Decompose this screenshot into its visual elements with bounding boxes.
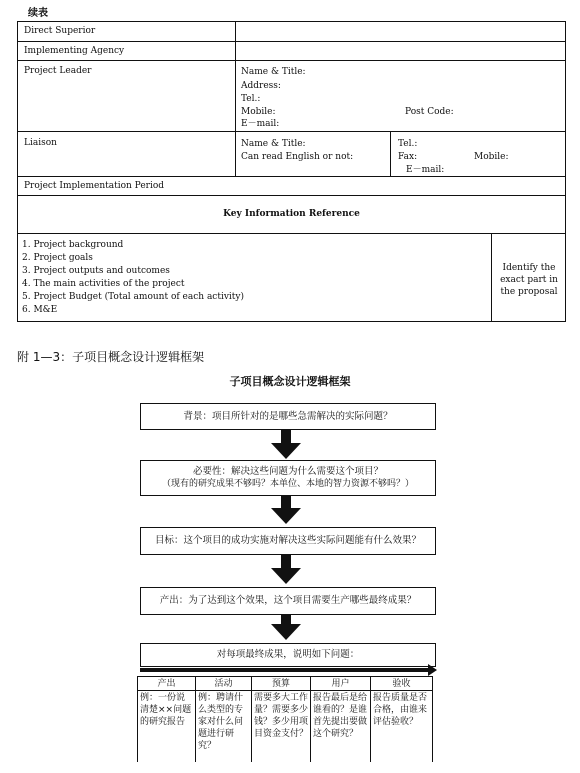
item-6: 6. M&E (22, 305, 58, 315)
implementation-period-label: Project Implementation Period (24, 181, 165, 191)
leader-email: E－mail: (241, 119, 280, 129)
col-header-user: 用户 (331, 679, 350, 689)
cell-output: 例：一份说清楚××问题的研究报告 (140, 693, 192, 727)
output-text: 产出：为了达到这个效果，这个项目需要生产哪些最终成果？ (159, 595, 417, 606)
leader-post-code: Post Code: (405, 107, 454, 117)
leader-name-title: Name & Title: (241, 67, 306, 77)
necessity-box (140, 460, 436, 496)
leader-tel: Tel.: (241, 94, 261, 104)
leader-mobile: Mobile: (241, 107, 276, 117)
item-2: 2. Project goals (22, 253, 93, 263)
goal-box (140, 527, 436, 555)
necessity-text-2: （现有的研究成果不够吗？本单位、本地的智力资源不够吗？） (161, 479, 414, 489)
results-box (140, 643, 436, 667)
cell-budget: 需要多大工作量？需要多少钱？多少用项目资金支付？ (254, 693, 309, 739)
key-info-heading: Key Information Reference (223, 209, 360, 219)
output-box (140, 587, 436, 615)
col-header-acceptance: 验收 (392, 679, 411, 689)
item-1: 1. Project background (22, 240, 124, 250)
item-4: 4. The main activities of the project (22, 279, 185, 289)
cell-activity: 例：聘请什么类型的专家对什么问题进行研究？ (198, 693, 244, 751)
liaison-english: Can read English or not: (241, 152, 354, 162)
cell-user: 报告最后是给谁看的？是谁首先提出要做这个研究？ (313, 693, 368, 739)
col-header-activity: 活动 (214, 679, 233, 689)
implementing-agency-label: Implementing Agency (24, 46, 125, 56)
item-3: 3. Project outputs and outcomes (22, 266, 170, 276)
direct-superior-label: Direct Superior (24, 26, 96, 36)
necessity-text-1: 必要性：解决这些问题为什么需要这个项目？ (192, 466, 383, 477)
liaison-name-title: Name & Title: (241, 139, 306, 149)
col-header-output: 产出 (157, 679, 176, 689)
identify-note: Identify the exact part in the proposal (500, 263, 558, 297)
leader-address: Address: (241, 81, 281, 91)
item-5: 5. Project Budget (Total amount of each activity) (22, 292, 245, 302)
liaison-tel: Tel.: (398, 139, 418, 149)
continued-label: 续表 (28, 8, 48, 19)
results-text: 对每项最终成果，说明如下问题： (216, 649, 360, 660)
liaison-email: E－mail: (406, 165, 445, 175)
appendix-title: 附 1—3：子项目概念设计逻辑框架 (17, 350, 205, 364)
liaison-label: Liaison (24, 138, 57, 148)
cell-acceptance: 报告质量是否合格，由谁来评估验收？ (373, 693, 428, 727)
goal-text: 目标：这个项目的成功实施对解决这些实际问题能有什么效果？ (154, 535, 421, 546)
col-header-budget: 预算 (271, 679, 290, 689)
background-box (140, 403, 436, 430)
liaison-mobile: Mobile: (474, 152, 509, 162)
divider-bar (140, 668, 430, 672)
diagram-title: 子项目概念设计逻辑框架 (229, 375, 351, 388)
divider-arrow-icon (428, 664, 437, 676)
project-leader-label: Project Leader (24, 66, 92, 76)
liaison-fax: Fax: (398, 152, 418, 162)
background-text: 背景：项目所针对的是哪些急需解决的实际问题？ (183, 411, 393, 422)
